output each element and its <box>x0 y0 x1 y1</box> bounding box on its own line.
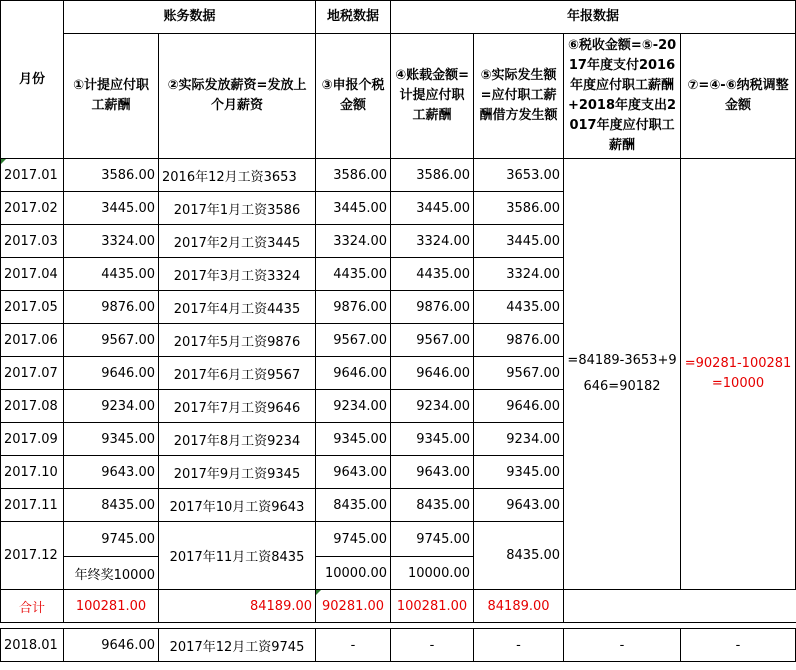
month-cell: 2018.01 <box>1 629 64 662</box>
actual-cell: - <box>474 629 564 662</box>
accrued-cell: 9745.00 <box>64 522 159 557</box>
accrued-cell: 4435.00 <box>64 258 159 291</box>
book-cell: 9643.00 <box>391 456 474 489</box>
declared-cell: 9643.00 <box>316 456 391 489</box>
accrued-cell: 3324.00 <box>64 225 159 258</box>
total-actual: 84189.00 <box>474 590 564 623</box>
month-cell: 2017.10 <box>1 456 64 489</box>
header-tax-adjustment: ⑦=④-⑥纳税调整金额 <box>681 34 796 159</box>
declared-cell: 9876.00 <box>316 291 391 324</box>
declared-cell: 9646.00 <box>316 357 391 390</box>
actual-cell: 9643.00 <box>474 489 564 522</box>
accrued-cell: 9643.00 <box>64 456 159 489</box>
bonus-cell: 年终奖10000 <box>64 557 159 590</box>
actual-cell: 9646.00 <box>474 390 564 423</box>
payment-cell: 2017年4月工资4435 <box>159 291 316 324</box>
declared-cell: 9567.00 <box>316 324 391 357</box>
book-bonus-cell: 10000.00 <box>391 557 474 590</box>
payment-cell: 2016年12月工资3653 <box>159 159 316 192</box>
tax-adjustment-cell: - <box>681 629 796 662</box>
book-cell: 3324.00 <box>391 225 474 258</box>
accrued-cell: 9646.00 <box>64 629 159 662</box>
tax-amount-merged-cell: =84189-3653+9646=90182 <box>564 159 681 590</box>
total-payment: 84189.00 <box>159 590 316 623</box>
declared-cell: 9345.00 <box>316 423 391 456</box>
book-cell: 9567.00 <box>391 324 474 357</box>
header-group-annual: 年报数据 <box>391 1 796 34</box>
actual-cell: 9567.00 <box>474 357 564 390</box>
tax-amount-cell: - <box>564 629 681 662</box>
book-cell: 3445.00 <box>391 192 474 225</box>
header-accrued-salary: ①计提应付职工薪酬 <box>64 34 159 159</box>
header-tax-amount: ⑥税收金额=⑤-2017年度支付2016年度应付职工薪酬+2018年度支出2017年度应付职工薪酬 <box>564 34 681 159</box>
payment-cell: 2017年8月工资9234 <box>159 423 316 456</box>
actual-cell: 3445.00 <box>474 225 564 258</box>
header-month: 月份 <box>1 1 64 159</box>
header-group-local-tax: 地税数据 <box>316 1 391 34</box>
declared-cell: - <box>316 629 391 662</box>
month-cell: 2017.11 <box>1 489 64 522</box>
payment-cell: 2017年2月工资3445 <box>159 225 316 258</box>
header-group-accounting: 账务数据 <box>64 1 316 34</box>
declared-cell: 9234.00 <box>316 390 391 423</box>
accrued-cell: 9345.00 <box>64 423 159 456</box>
accrued-cell: 9646.00 <box>64 357 159 390</box>
declared-cell: 9745.00 <box>316 522 391 557</box>
payment-cell: 2017年9月工资9345 <box>159 456 316 489</box>
header-declared-tax: ③申报个税金额 <box>316 34 391 159</box>
accrued-cell: 8435.00 <box>64 489 159 522</box>
book-cell: 9234.00 <box>391 390 474 423</box>
header-book-amount: ④账载金额=计提应付职工薪酬 <box>391 34 474 159</box>
payment-cell: 2017年6月工资9567 <box>159 357 316 390</box>
tax-adjustment-merged-cell: =90281-100281=10000 <box>681 159 796 590</box>
accrued-cell: 9234.00 <box>64 390 159 423</box>
book-cell: 3586.00 <box>391 159 474 192</box>
table-row <box>1 159 796 192</box>
total-accrued: 100281.00 <box>64 590 159 623</box>
payment-cell: 2017年11月工资8435 <box>159 522 316 590</box>
actual-cell: 4435.00 <box>474 291 564 324</box>
header-actual-amount: ⑤实际发生额=应付职工薪酬借方发生额 <box>474 34 564 159</box>
payment-cell: 2017年12月工资9745 <box>159 629 316 662</box>
accrued-cell: 9567.00 <box>64 324 159 357</box>
declared-cell: 3445.00 <box>316 192 391 225</box>
declared-cell: 3324.00 <box>316 225 391 258</box>
book-cell: 8435.00 <box>391 489 474 522</box>
declared-bonus-cell: 10000.00 <box>316 557 391 590</box>
month-cell: 2017.02 <box>1 192 64 225</box>
total-book: 100281.00 <box>391 590 474 623</box>
book-cell: 9345.00 <box>391 423 474 456</box>
payment-cell: 2017年1月工资3586 <box>159 192 316 225</box>
book-cell: 9745.00 <box>391 522 474 557</box>
month-cell: 2017.09 <box>1 423 64 456</box>
month-cell: 2017.01 <box>1 159 64 192</box>
actual-cell: 8435.00 <box>474 522 564 590</box>
actual-cell: 3324.00 <box>474 258 564 291</box>
accrued-cell: 3445.00 <box>64 192 159 225</box>
month-cell: 2017.06 <box>1 324 64 357</box>
payment-cell: 2017年3月工资3324 <box>159 258 316 291</box>
total-label: 合计 <box>1 590 64 623</box>
month-cell: 2017.12 <box>1 522 64 590</box>
book-cell: 9646.00 <box>391 357 474 390</box>
month-cell: 2017.07 <box>1 357 64 390</box>
actual-cell: 9234.00 <box>474 423 564 456</box>
month-cell: 2017.04 <box>1 258 64 291</box>
book-cell: 4435.00 <box>391 258 474 291</box>
payment-cell: 2017年5月工资9876 <box>159 324 316 357</box>
total-declared: 90281.00 <box>316 590 391 623</box>
month-cell: 2017.05 <box>1 291 64 324</box>
month-cell: 2017.08 <box>1 390 64 423</box>
payment-cell: 2017年10月工资9643 <box>159 489 316 522</box>
declared-cell: 4435.00 <box>316 258 391 291</box>
declared-cell: 3586.00 <box>316 159 391 192</box>
accrued-cell: 9876.00 <box>64 291 159 324</box>
total-row <box>1 590 796 623</box>
actual-cell: 9345.00 <box>474 456 564 489</box>
payment-cell: 2017年7月工资9646 <box>159 390 316 423</box>
header-actual-payment: ②实际发放薪资=发放上个月薪资 <box>159 34 316 159</box>
declared-cell: 8435.00 <box>316 489 391 522</box>
actual-cell: 3586.00 <box>474 192 564 225</box>
actual-cell: 3653.00 <box>474 159 564 192</box>
table-row <box>1 629 796 662</box>
month-cell: 2017.03 <box>1 225 64 258</box>
actual-cell: 9876.00 <box>474 324 564 357</box>
book-cell: 9876.00 <box>391 291 474 324</box>
book-cell: - <box>391 629 474 662</box>
accrued-cell: 3586.00 <box>64 159 159 192</box>
